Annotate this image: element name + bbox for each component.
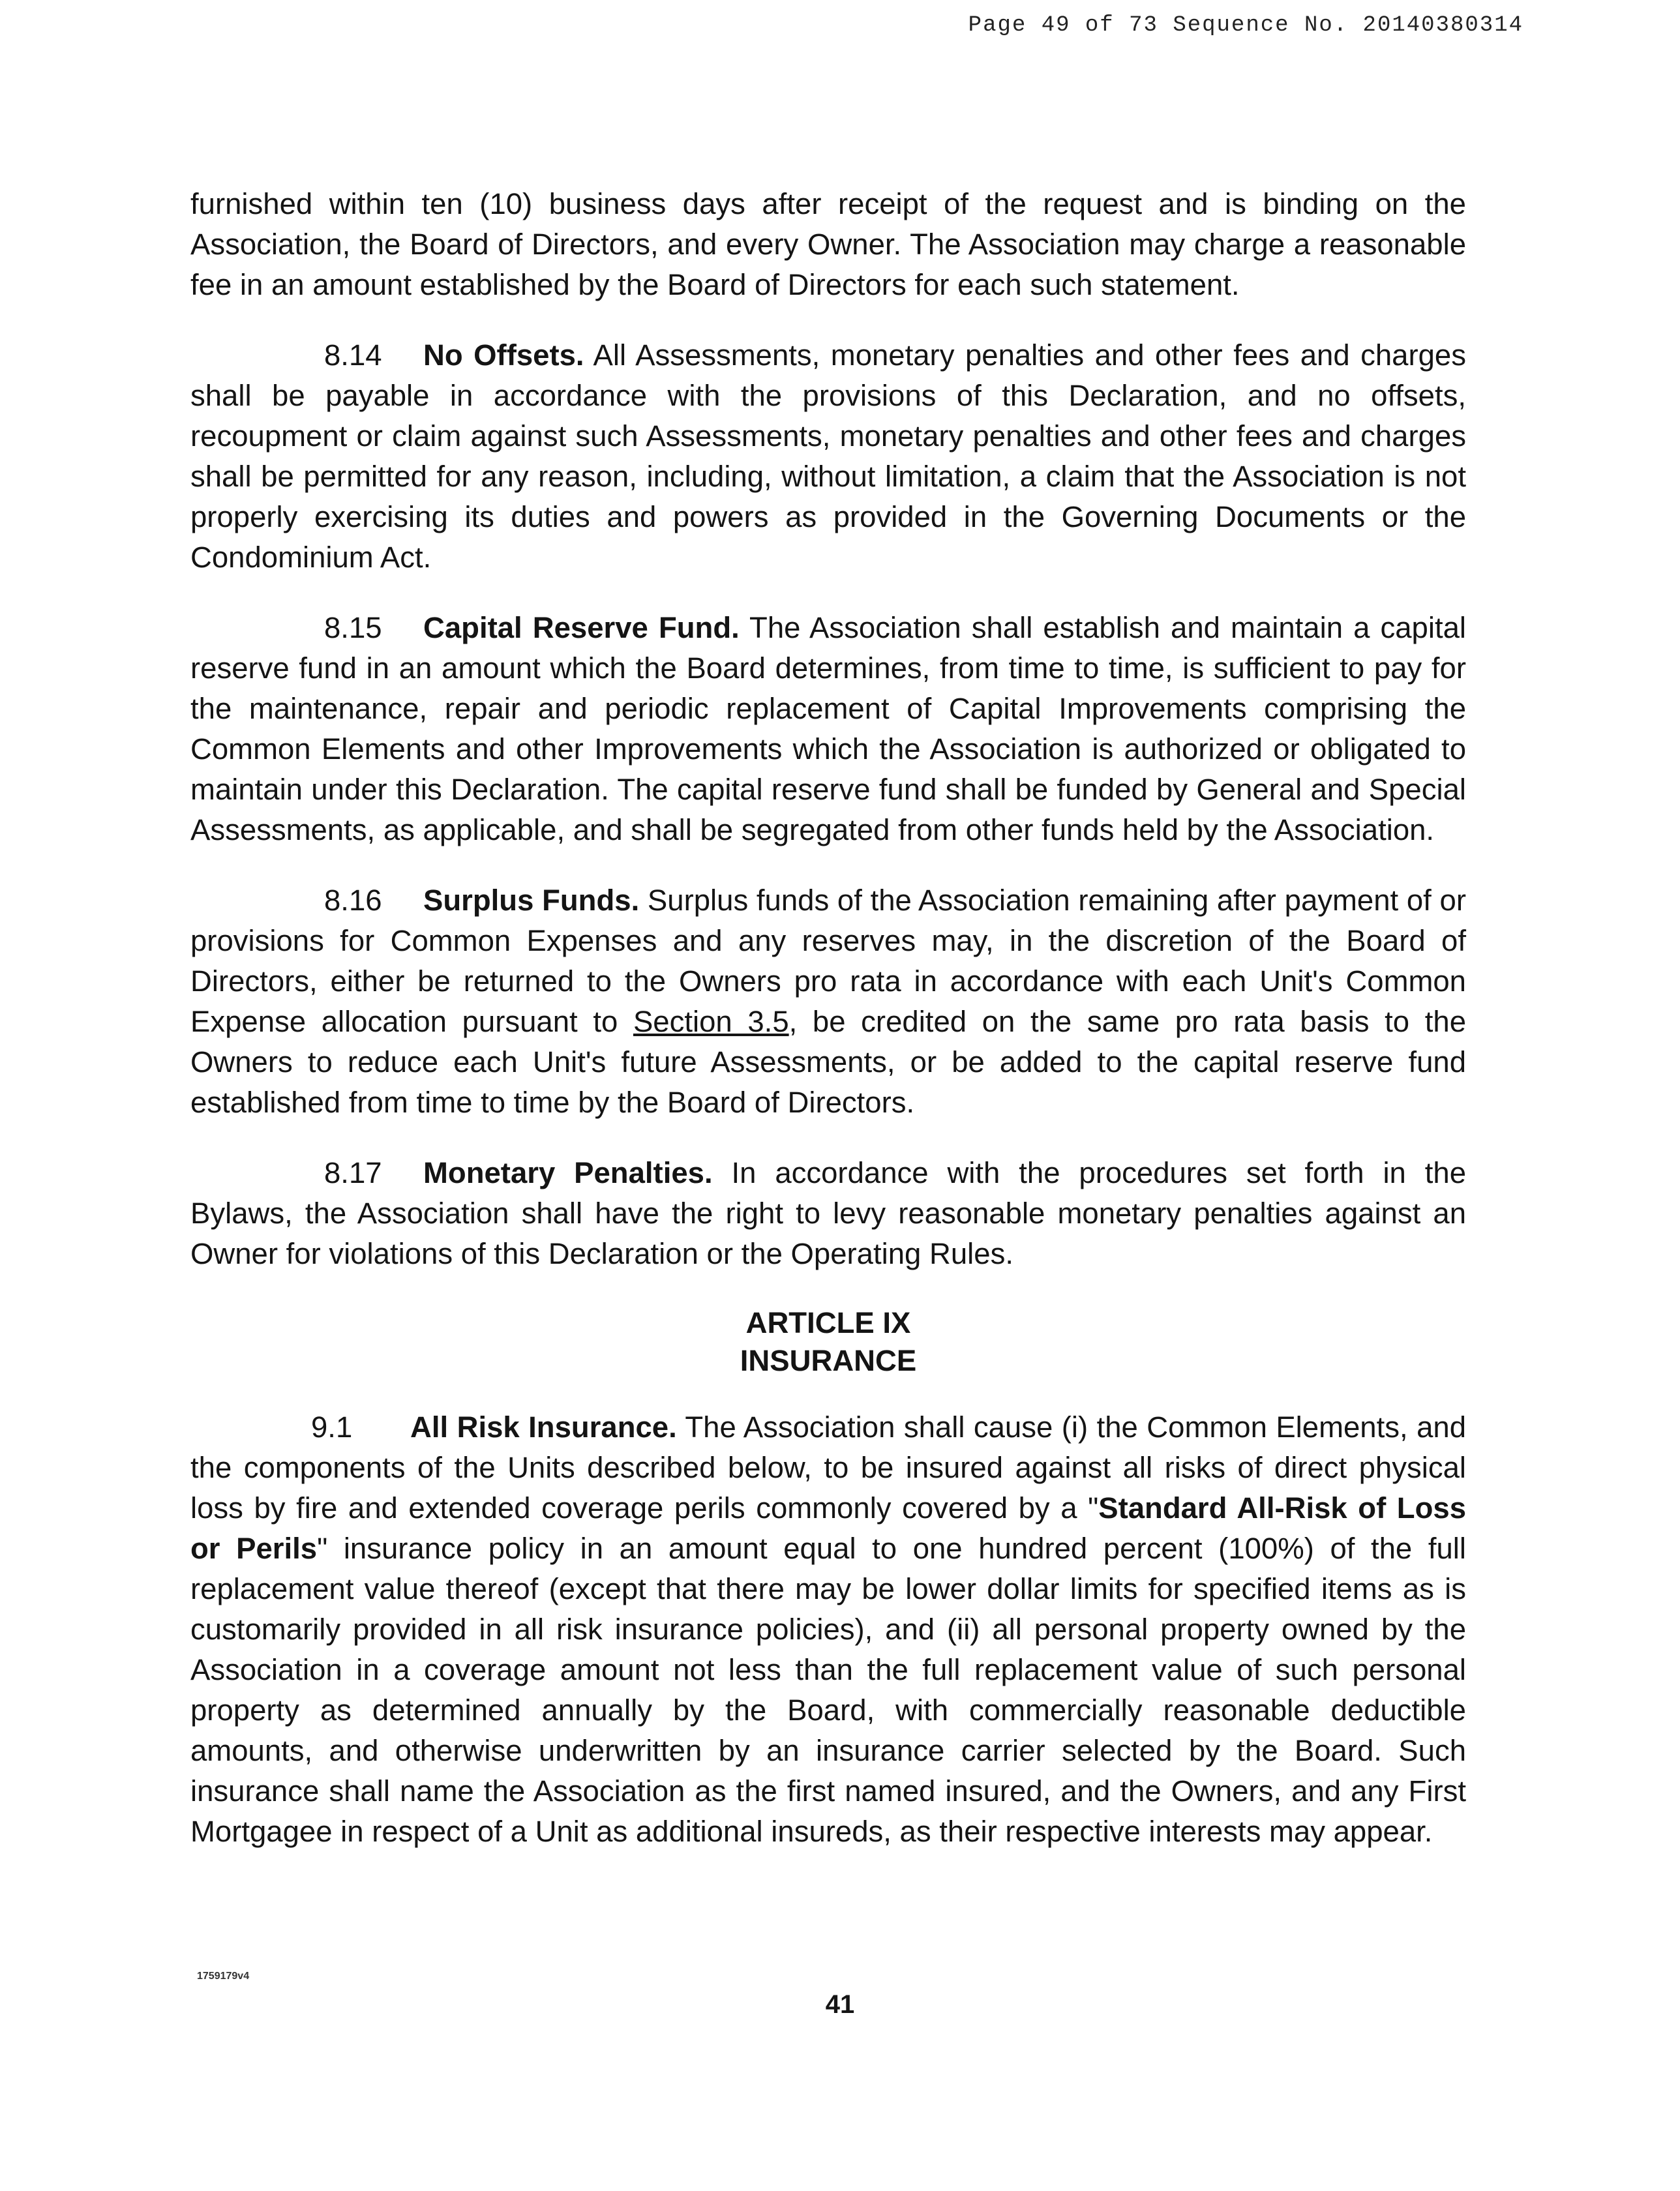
document-id: 1759179v4 xyxy=(197,1971,250,1982)
section-text: All Assessments, monetary penalties and other fees and charges shall be payable in accordance with the provisions of this Declaration, and no offsets, recoupment or claim against such Assessments, monetary penalties and other fees and charges shall be permitted for any reason, including, without limitation, a claim that the Association is not properly exercising its duties and powers as provided in the Governing Documents or the Condominium Act. xyxy=(190,338,1466,574)
section-number: 8.16 xyxy=(324,884,382,917)
section-text: The Association shall cause (i) the Common Elements, and the components of the Units described below, to be insured against all risks of direct physical loss by fire and extended coverage perils commonly covered by a " xyxy=(190,1410,1466,1525)
section-title: Surplus Funds. xyxy=(423,884,640,917)
page-number: 41 xyxy=(825,1990,855,2019)
section-text: Surplus funds of the Association remaining after payment of or provisions for Common Expenses and any reserves may, in the discretion of the Board of Directors, either be returned to the Owners pro rata in accordance with each Unit's Common Expense allocation pursuant to xyxy=(190,884,1466,1038)
section-text: , be credited on the same pro rata basis to the Owners to reduce each Unit's future Assessments, or be added to the capital reserve fund established from time to time by the Board of Directors. xyxy=(190,1005,1467,1119)
policy-name: Standard All-Risk of Loss or Perils xyxy=(190,1491,1467,1565)
section-title: No Offsets. xyxy=(423,338,584,372)
article-number: ARTICLE IX xyxy=(745,1306,911,1339)
section-text: The Association shall establish and maintain a capital reserve fund in an amount which the Board determines, from time to time, is sufficient to pay for the maintenance, repair and periodic replacement of Capital Improvements comprising the Common Elements and other Improvements which the Association is authorized or obligated to maintain under this Declaration. The capital reserve fund shall be funded by General and Special Assessments, as applicable, and shall be segregated from other funds held by the Association. xyxy=(190,611,1466,846)
section-8-16 xyxy=(190,880,1466,1123)
section-number: 8.15 xyxy=(324,611,382,644)
section-8-15 xyxy=(190,608,1466,850)
section-text: In accordance with the procedures set forth in the Bylaws, the Association shall have the right to levy reasonable monetary penalties against an Owner for violations of this Declaration or the Operating Rules. xyxy=(190,1156,1466,1270)
section-number: 8.17 xyxy=(324,1156,382,1189)
section-8-14 xyxy=(190,335,1466,578)
section-number: 8.14 xyxy=(324,338,382,372)
sequence-stamp: Page 49 of 73 Sequence No. 20140380314 xyxy=(968,13,1523,38)
section-title: Monetary Penalties. xyxy=(423,1156,713,1189)
paragraph-text: furnished within ten (10) business days after receipt of the request and is binding on the Association, the Board of Directors, and every Owner. The Association may charge a reasonable fee in an amount established by the Board of Directors for each such statement. xyxy=(190,187,1466,301)
paragraph-continuation xyxy=(190,184,1466,305)
document-body xyxy=(190,184,1466,1882)
section-title: Capital Reserve Fund. xyxy=(423,611,740,644)
section-8-17 xyxy=(190,1153,1466,1274)
section-reference-link: Section 3.5 xyxy=(633,1005,789,1038)
article-heading xyxy=(190,1304,1466,1380)
section-9-1 xyxy=(190,1407,1466,1852)
section-number: 9.1 xyxy=(311,1410,353,1444)
section-text: " insurance policy in an amount equal to one hundred percent (100%) of the full replacement value thereof (except that there may be lower dollar limits for specified items as is customarily provided in all risk insurance policies), and (ii) all personal property owned by the Association in a coverage amount not less than the full replacement value of such personal property as determined annually by the Board, with commercially reasonable deductible amounts, and otherwise underwritten by an insurance carrier selected by the Board. Such insurance shall name the Association as the first named insured, and the Owners, and any First Mortgagee in respect of a Unit as additional insureds, as their respective interests may appear. xyxy=(190,1532,1467,1848)
section-title: All Risk Insurance. xyxy=(410,1410,677,1444)
article-title: INSURANCE xyxy=(740,1344,917,1377)
